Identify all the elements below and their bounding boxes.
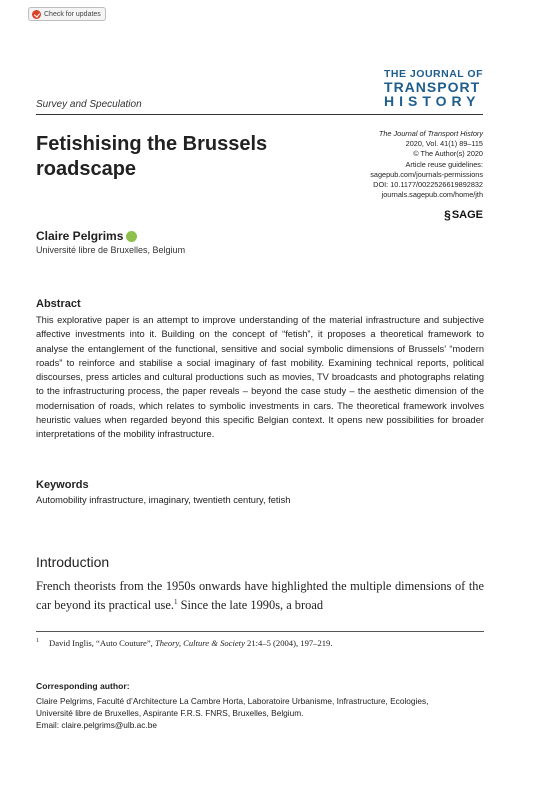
corresponding-author-heading: Corresponding author: xyxy=(36,681,130,691)
footnote xyxy=(36,638,333,648)
check-icon xyxy=(32,10,41,19)
footnote-text-part1: David Inglis, “Auto Couture”, xyxy=(49,638,155,648)
article-title xyxy=(36,132,267,182)
meta-reuse: Article reuse guidelines: xyxy=(405,159,483,169)
publisher-name: SAGE xyxy=(451,209,483,221)
footnote-text-part2: 21:4–5 (2004), 197–219. xyxy=(244,638,333,648)
check-for-updates-button[interactable] xyxy=(28,7,106,21)
meta-permissions-link[interactable]: sagepub.com/journals-permissions xyxy=(370,169,483,179)
journal-logo-line2: TRANSPORT xyxy=(384,78,481,95)
author-affiliation: Université libre de Bruxelles, Belgium xyxy=(36,245,186,255)
intro-text-part1: French theorists from the 1950s onwards have highlighted the multiple dimensions of the car beyond its practical use. xyxy=(36,579,484,613)
sage-logo-icon: § xyxy=(444,208,451,222)
title-line1: Fetishising the Brussels xyxy=(36,133,268,155)
meta-journal-title: The Journal of Transport History xyxy=(378,129,483,138)
meta-volume: 2020, Vol. 41(1) 89–115 xyxy=(405,139,483,149)
meta-copyright: © The Author(s) 2020 xyxy=(413,149,483,159)
intro-text-part2: Since the late 1990s, a broad xyxy=(177,598,324,613)
corresponding-line2: Université libre de Bruxelles, Aspirante F.R.S. FNRS, Bruxelles, Belgium. xyxy=(36,708,304,719)
footnote-journal: Theory, Culture & Society xyxy=(154,638,245,648)
introduction-heading: Introduction xyxy=(36,554,110,570)
section-label: Survey and Speculation xyxy=(36,99,142,110)
journal-logo-line1: THE JOURNAL OF xyxy=(384,68,483,80)
title-line2: roadscape xyxy=(36,158,137,180)
abstract-text: This explorative paper is an attempt to improve understanding of the material infrastructure and subjective affective investments into it. Building on the concept of “fetish”, it proposes a theoretical framework to analyse the entanglement of the functional, sensitive and social symbolic dimensions of Brussels’ “modern roads” to reinforce and stabilise a social imaginary of fast mobility. Examining technical reports, political discourses, press articles and cultural productions such as movies, TV broadcasts and photographs relating to the infrastructuring process, the paper reveals – beyond the case study – the aesthetic dimension of the modernisation of roads, which relates to symbolic investments in cars. The theoretical framework involves heuristic values when regarded beyond this specific Belgian context. It opens new possibilities for broader interpretations of the mobility infrastructure. xyxy=(36,315,484,440)
meta-doi[interactable]: DOI: 10.1177/0022526619892832 xyxy=(373,180,483,190)
corresponding-author-details xyxy=(36,695,486,732)
abstract-heading: Abstract xyxy=(36,298,81,310)
footnote-number: 1 xyxy=(36,638,39,644)
corresponding-line1: Claire Pelgrims, Faculté d’Architecture La Cambre Horta, Laboratoire Urbanisme, Infrastructure, Ecologies, xyxy=(36,696,429,706)
check-for-updates-label: Check for updates xyxy=(44,10,101,18)
article-metadata xyxy=(370,129,483,200)
header-divider xyxy=(36,114,483,115)
keywords-heading: Keywords xyxy=(36,479,89,491)
meta-homepage-link[interactable]: journals.sagepub.com/home/jth xyxy=(381,190,483,200)
keywords-text: Automobility infrastructure, imaginary, twentieth century, fetish xyxy=(36,495,291,505)
journal-logo xyxy=(384,69,483,108)
publisher-logo xyxy=(444,208,483,222)
author xyxy=(36,229,137,243)
footnote-ref[interactable]: 1 xyxy=(173,598,178,606)
corresponding-email[interactable]: Email: claire.pelgrims@ulb.ac.be xyxy=(36,720,157,731)
author-name: Claire Pelgrims xyxy=(36,229,124,243)
journal-logo-line3: HISTORY xyxy=(384,92,481,109)
orcid-icon[interactable] xyxy=(126,231,137,242)
footnote-divider xyxy=(36,631,484,632)
introduction-text xyxy=(36,578,484,613)
